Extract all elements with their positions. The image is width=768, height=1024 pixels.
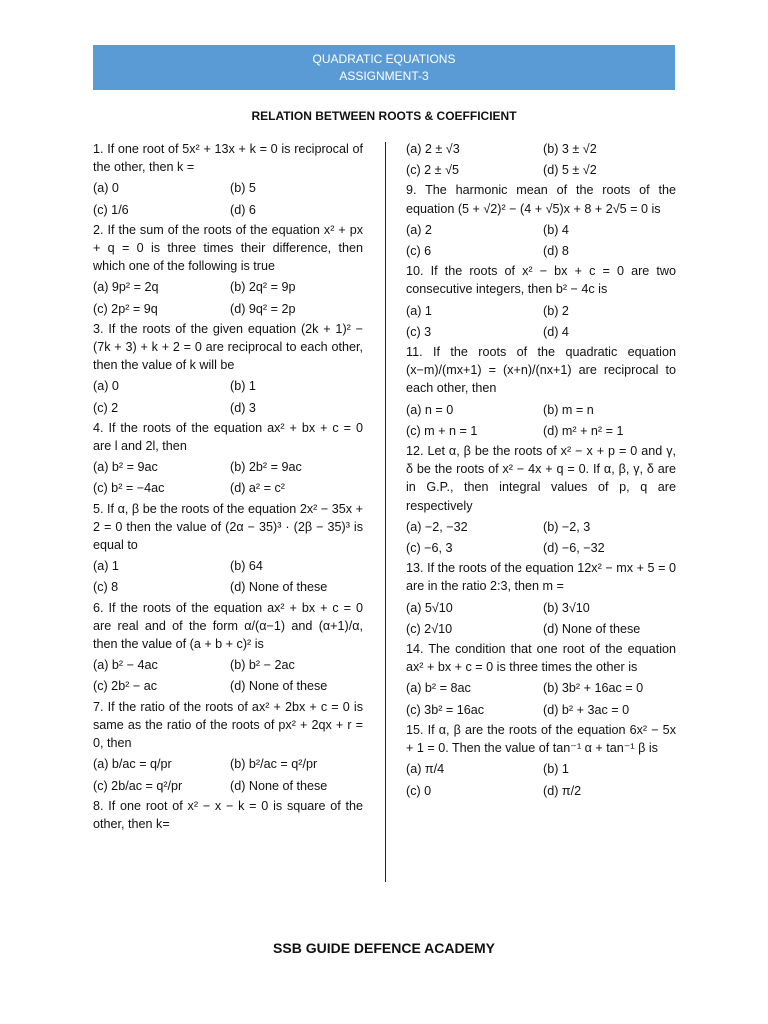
answer-option: (d) None of these [543, 621, 641, 636]
answer-option: (b) b² − 2ac [230, 658, 295, 673]
answer-options [93, 458, 363, 497]
section-title: RELATION BETWEEN ROOTS & COEFFICIENT [251, 109, 517, 123]
answer-option: (c) 6 [406, 244, 432, 259]
footer-academy-name: SSB GUIDE DEFENCE ACADEMY [273, 940, 495, 956]
question-text: 12. Let α, β be the roots of x² − x + p = 0 and γ, δ be the roots of x² − 4x + q = 0. If α, β, γ, δ are in G.P., then integral values of p, q are respectively [406, 444, 676, 513]
answer-option: (d) 8 [543, 244, 569, 259]
right-column [406, 140, 676, 802]
question-text: 15. If α, β are the roots of the equation 6x² − 5x + 1 = 0. Then the value of tan⁻¹ α + tan⁻¹ β is [406, 722, 676, 756]
question-text: 6. If the roots of the equation ax² + bx + c = 0 are real and of the form α/(α−1) and (α+1)/α, then the value of (a + b + c)² is [93, 600, 363, 652]
answer-option: (a) −2, −32 [406, 519, 468, 534]
answer-option: (b) 64 [230, 559, 263, 574]
question-text: 3. If the roots of the given equation (2k + 1)² − (7k + 3) + k + 2 = 0 are reciprocal to each other, then the value of k will be [93, 321, 363, 373]
answer-option: (d) a² = c² [230, 481, 285, 496]
answer-option: (a) 1 [406, 303, 432, 318]
answer-option: (a) b² − 4ac [93, 658, 158, 673]
answer-option: (b) 1 [543, 762, 569, 777]
answer-option: (b) 2b² = 9ac [230, 460, 302, 475]
answer-option: (c) 2√10 [406, 621, 453, 636]
answer-option: (b) 5 [230, 181, 256, 196]
question-text: 10. If the roots of x² − bx + c = 0 are two consecutive integers, then b² − 4c is [406, 264, 676, 297]
answer-option: (c) 2b/ac = q²/pr [93, 778, 183, 793]
answer-options [406, 760, 676, 799]
answer-option: (a) π/4 [406, 762, 445, 777]
answer-option: (b) 1 [230, 379, 256, 394]
answer-option: (d) None of these [230, 679, 328, 694]
answer-option: (c) 0 [406, 783, 432, 798]
answer-option: (a) n = 0 [406, 402, 454, 417]
answer-option: (b) 3 ± √2 [543, 142, 597, 156]
answer-options [93, 755, 363, 794]
answer-option: (a) 2 [406, 222, 432, 237]
header-banner [93, 45, 675, 90]
answer-option: (d) −6, −32 [543, 541, 605, 556]
question-text: 9. The harmonic mean of the roots of the equation (5 + √2)² − (4 + √5)x + 8 + 2√5 = 0 is [406, 183, 676, 216]
answer-option: (b) m = n [543, 402, 594, 417]
answer-option: (b) 2 [543, 303, 569, 318]
answer-options [93, 377, 363, 416]
answer-option: (c) 3 [406, 324, 432, 339]
question-text: 8. If one root of x² − x − k = 0 is square of the other, then k= [93, 798, 363, 831]
answer-options [406, 599, 676, 638]
question-text: 4. If the roots of the equation ax² + bx + c = 0 are l and 2l, then [93, 420, 363, 454]
header-title: QUADRATIC EQUATIONS [312, 52, 456, 66]
answer-options [93, 557, 363, 596]
answer-options [93, 179, 363, 218]
answer-options [93, 278, 363, 317]
answer-options [406, 679, 676, 718]
answer-option: (d) 9q² = 2p [230, 301, 296, 316]
answer-options [406, 302, 676, 341]
answer-option: (d) 4 [543, 324, 569, 339]
left-column [93, 140, 363, 836]
answer-option: (a) 2 ± √3 [406, 142, 460, 156]
answer-option: (d) 6 [230, 202, 256, 217]
answer-option: (d) π/2 [543, 783, 582, 798]
answer-option: (d) None of these [230, 580, 328, 595]
answer-option: (c) 3b² = 16ac [406, 702, 485, 717]
answer-option: (d) m² + n² = 1 [543, 423, 624, 438]
question-text: 2. If the sum of the roots of the equation x² + px + q = 0 is three times their difference, then which one of the following is true [93, 222, 363, 274]
answer-option: (c) b² = −4ac [93, 481, 165, 496]
answer-options [406, 221, 676, 260]
answer-option: (a) 0 [93, 181, 119, 196]
answer-options [406, 518, 676, 557]
answer-option: (a) 9p² = 2q [93, 280, 159, 295]
question-text: 5. If α, β be the roots of the equation 2x² − 35x + 2 = 0 then the value of (2α − 35)³ · (2β − 35)³ is equal to [93, 501, 363, 553]
question-text: 13. If the roots of the equation 12x² − mx + 5 = 0 are in the ratio 2:3, then m = [406, 561, 676, 594]
answer-option: (d) 5 ± √2 [543, 163, 597, 178]
question-text: 7. If the ratio of the roots of ax² + 2bx + c = 0 is same as the ratio of the roots of px² + 2qx + r = 0, then [93, 699, 363, 751]
answer-option: (a) 0 [93, 379, 119, 394]
question-text: 11. If the roots of the quadratic equation (x−m)/(mx+1) = (x+n)/(nx+1) are reciprocal to each other, then [406, 345, 676, 396]
answer-option: (d) None of these [230, 778, 328, 793]
answer-option: (b) −2, 3 [543, 519, 591, 534]
answer-option: (d) 3 [230, 400, 256, 415]
question-text: 1. If one root of 5x² + 13x + k = 0 is reciprocal of the other, then k = [93, 142, 363, 175]
answer-option: (c) m + n = 1 [406, 423, 478, 438]
answer-option: (b) 2q² = 9p [230, 280, 296, 295]
answer-option: (b) 3√10 [543, 600, 590, 615]
answer-option: (c) 8 [93, 580, 119, 595]
answer-option: (c) 2 [93, 400, 119, 415]
answer-option: (d) b² + 3ac = 0 [543, 702, 630, 717]
answer-option: (a) 5√10 [406, 600, 453, 615]
question-text: 14. The condition that one root of the equation ax² + bx + c = 0 is three times the other is [406, 642, 676, 675]
answer-option: (a) 1 [93, 559, 119, 574]
answer-options [406, 401, 676, 440]
answer-option: (c) 2 ± √5 [406, 163, 460, 178]
answer-option: (a) b² = 9ac [93, 460, 158, 475]
answer-options [406, 140, 676, 179]
column-divider [385, 142, 386, 882]
answer-option: (c) 2p² = 9q [93, 301, 158, 316]
answer-option: (b) 4 [543, 222, 569, 237]
answer-option: (c) 2b² − ac [93, 679, 158, 694]
answer-option: (c) 1/6 [93, 202, 129, 217]
answer-option: (c) −6, 3 [406, 541, 453, 556]
answer-options [93, 656, 363, 695]
answer-option: (b) b²/ac = q²/pr [230, 757, 318, 772]
answer-option: (a) b/ac = q/pr [93, 757, 172, 772]
answer-option: (a) b² = 8ac [406, 681, 471, 696]
header-assignment: ASSIGNMENT-3 [339, 69, 429, 83]
answer-option: (b) 3b² + 16ac = 0 [543, 681, 644, 696]
